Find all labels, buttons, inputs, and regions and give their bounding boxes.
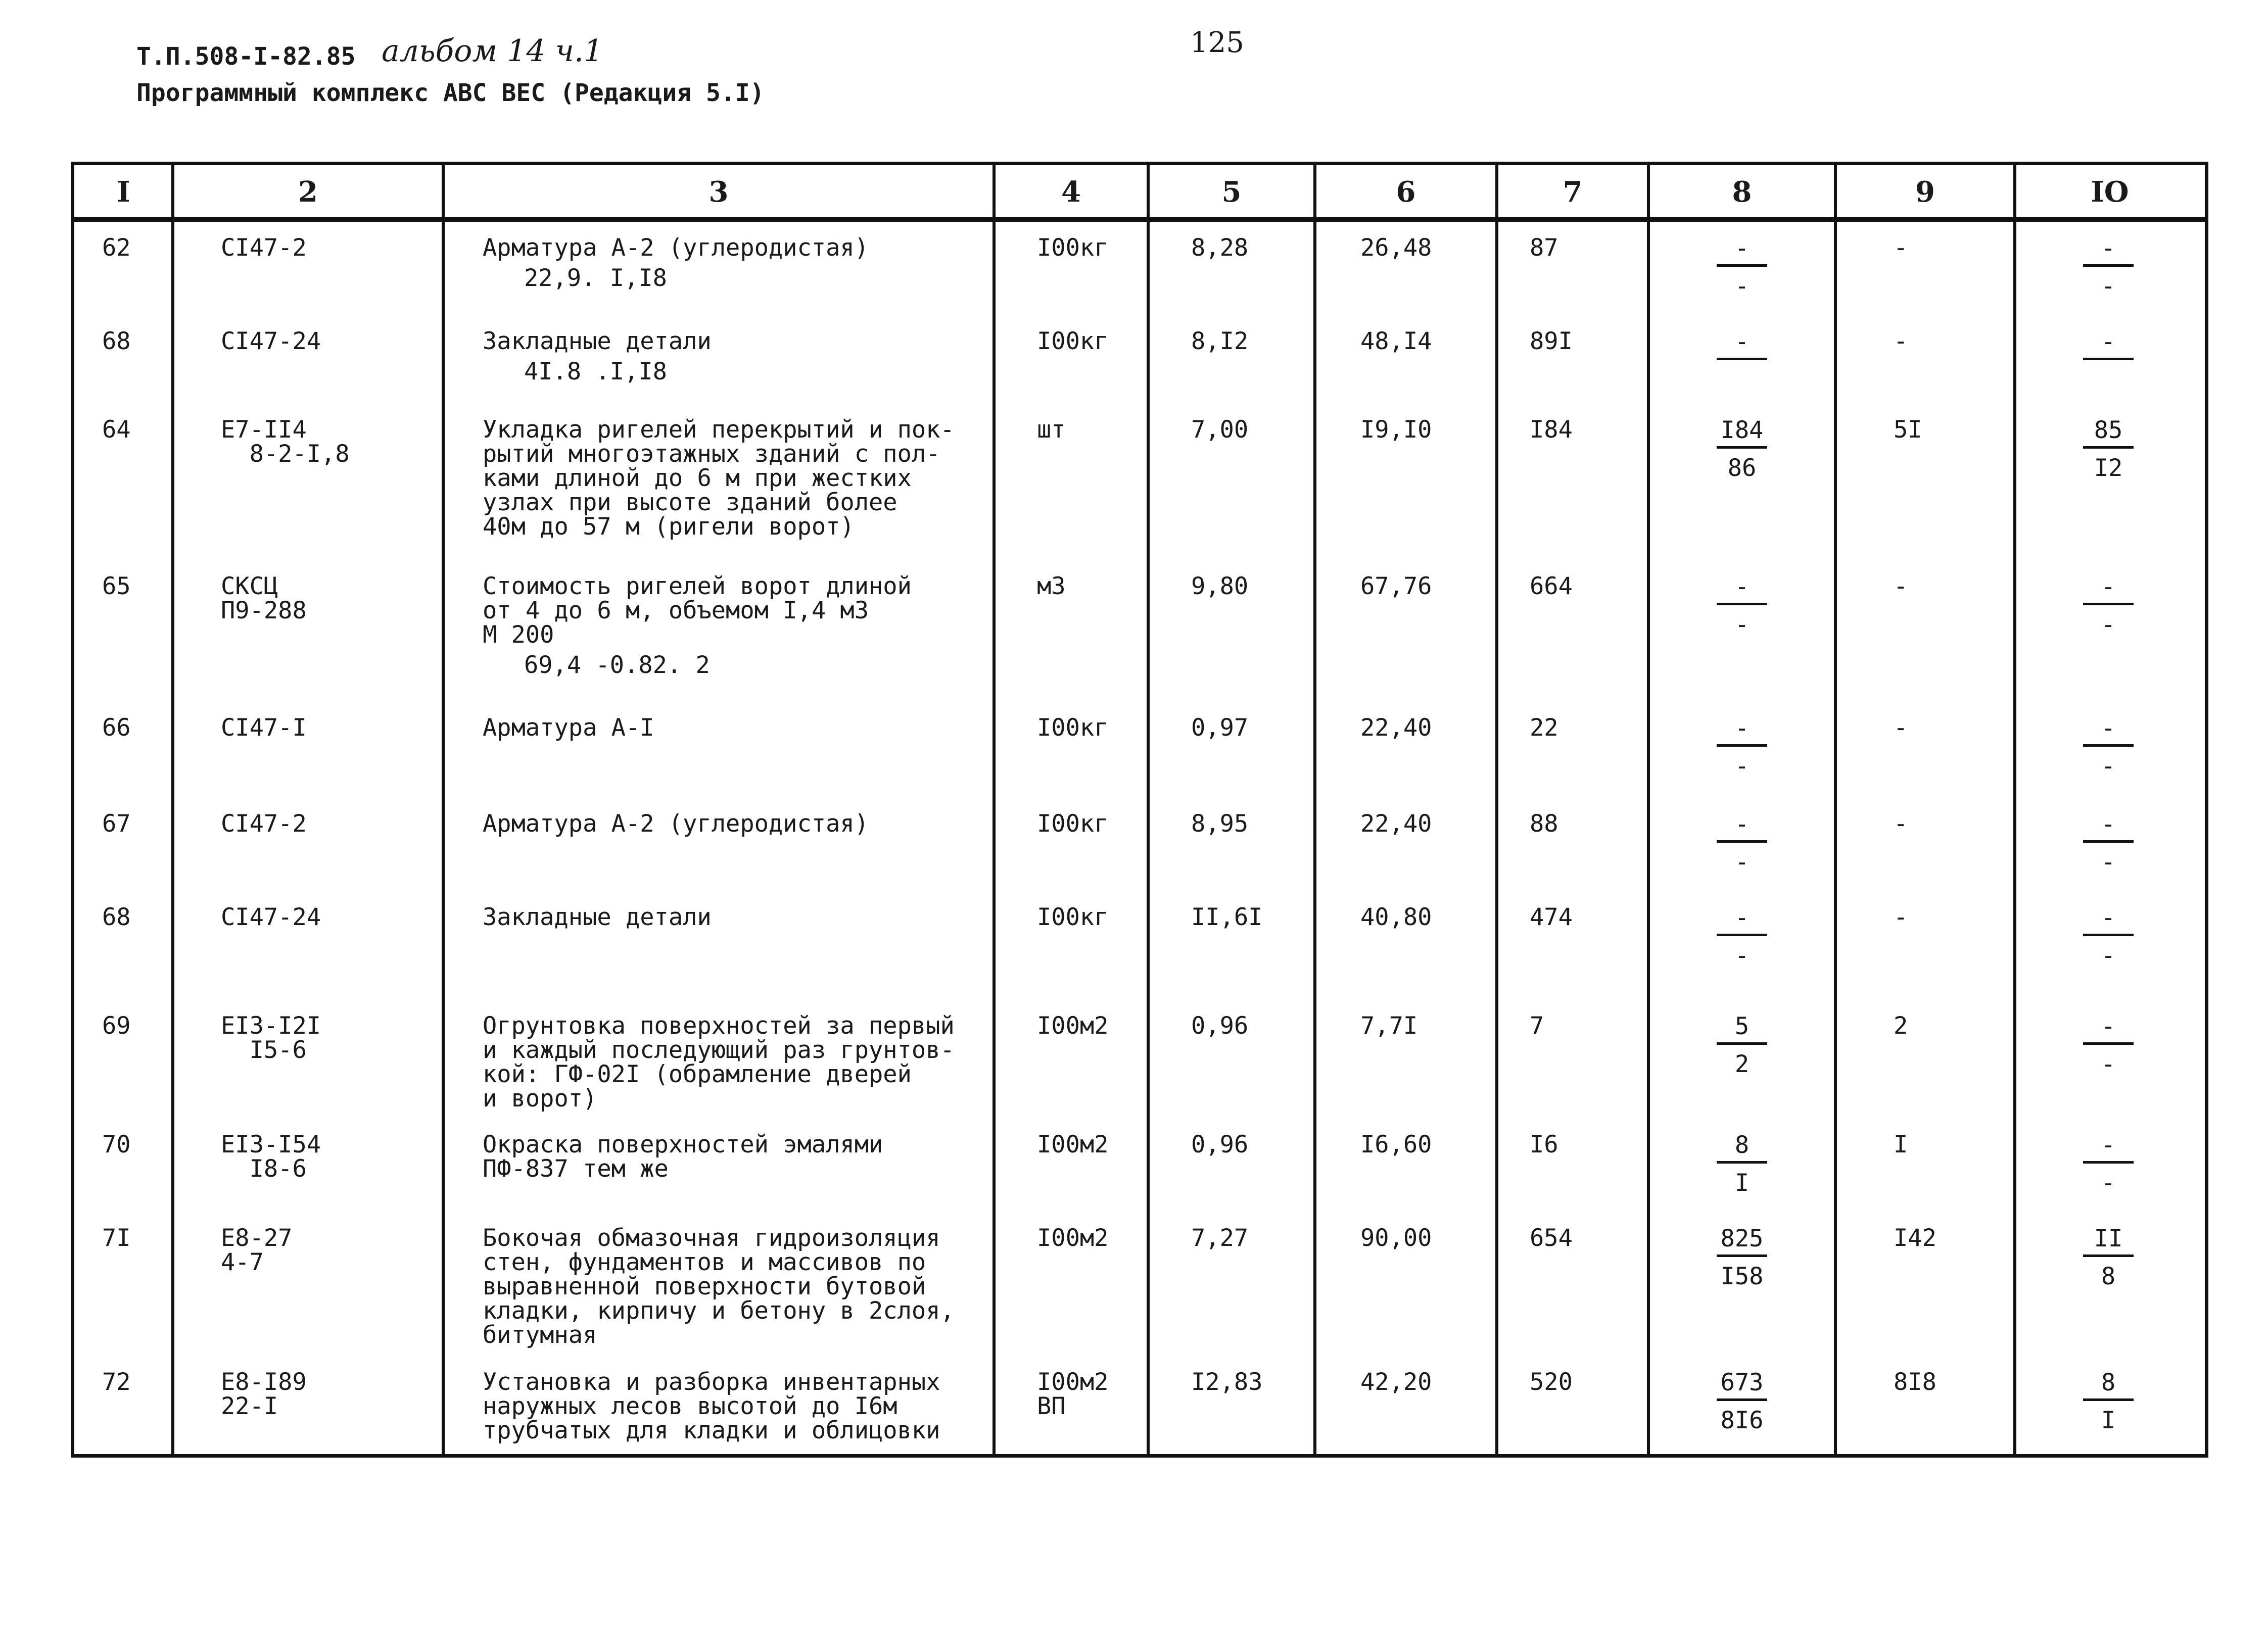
fraction-denominator: - [1734, 272, 1750, 300]
column-divider [1313, 165, 1316, 1454]
fraction-cell [2078, 574, 2139, 638]
fraction-denominator [1712, 367, 1772, 393]
cost-value: 67,76 [1360, 572, 1432, 600]
column-header: 7 [1563, 175, 1583, 209]
value-col9: - [1894, 810, 1908, 838]
fraction-cell [2078, 1133, 2139, 1196]
fraction-numerator: - [1734, 714, 1750, 742]
fraction-denominator: - [2101, 942, 2116, 970]
unit-cost: 0,97 [1191, 714, 1249, 742]
cost-value: 26,48 [1360, 234, 1432, 262]
material-note: 69,4 -0.82. 2 [524, 651, 710, 679]
norm-code: E8-I89 22-I [221, 1368, 307, 1420]
row-number: 68 [102, 903, 131, 931]
unit: шт [1037, 416, 1066, 444]
cost-value: 42,20 [1360, 1368, 1432, 1396]
fraction-denominator: - [1734, 848, 1750, 876]
fraction-cell [2078, 329, 2139, 393]
norm-code: CI47-2 [221, 234, 307, 262]
column-header: 5 [1221, 175, 1242, 209]
column-header: I [117, 175, 130, 209]
fraction-bar [1717, 1254, 1767, 1257]
row-number: 70 [102, 1131, 131, 1159]
fraction-bar [1717, 264, 1767, 267]
fraction-cell [2078, 418, 2139, 481]
fraction-numerator: - [1734, 573, 1750, 601]
material-note: 4I.8 .I,I8 [524, 358, 667, 385]
work-description: Укладка ригелей перекрытий и пок- рытий многоэтажных зданий с пол- ками длиной до 6 м при жестких узлах при высоте зданий более 40м до 57 м (ригели ворот) [483, 416, 955, 541]
fraction-bar [2083, 934, 2134, 936]
total-value: 22 [1530, 714, 1558, 742]
column-header: 2 [298, 175, 318, 209]
fraction-cell [2078, 812, 2139, 875]
fraction-cell [2078, 1370, 2139, 1433]
page-number: 125 [1190, 26, 1244, 59]
work-description: Арматура А-2 (углеродистая) [483, 810, 869, 838]
value-col9: - [1894, 327, 1908, 355]
row-number: 65 [102, 572, 131, 600]
unit: I00кг [1037, 714, 1109, 742]
unit-cost: 8,95 [1191, 810, 1249, 838]
fraction-bar [1717, 1398, 1767, 1401]
row-number: 69 [102, 1012, 131, 1040]
unit: I00м2 ВП [1037, 1368, 1109, 1420]
fraction-cell [2078, 716, 2139, 779]
fraction-denominator: - [1734, 752, 1750, 780]
fraction-cell [1712, 1014, 1772, 1077]
row-number: 64 [102, 416, 131, 444]
column-header: IO [2091, 175, 2129, 209]
fraction-numerator: - [1734, 234, 1750, 262]
cost-value: 48,I4 [1360, 327, 1432, 355]
fraction-bar [2083, 744, 2134, 747]
norm-code: EI3-I54 I8-6 [221, 1131, 321, 1183]
unit: I00м2 [1037, 1131, 1109, 1159]
fraction-denominator: - [2101, 1050, 2116, 1078]
cost-value: I9,I0 [1360, 416, 1432, 444]
column-header: 4 [1061, 175, 1081, 209]
fraction-numerator: - [1734, 904, 1750, 932]
fraction-numerator: I84 [1720, 416, 1764, 444]
fraction-denominator: - [2101, 611, 2116, 639]
fraction-bar [2083, 1254, 2134, 1257]
total-value: 7 [1530, 1012, 1544, 1040]
fraction-cell [2078, 236, 2139, 299]
fraction-numerator: II [2094, 1225, 2123, 1252]
norm-code: CI47-24 [221, 903, 321, 931]
fraction-cell [2078, 1014, 2139, 1077]
work-description: Огрунтовка поверхностей за первый и каждый последующий раз грунтов- кой: ГФ-02I (обрамление дверей и ворот) [483, 1012, 955, 1113]
fraction-denominator: 8I6 [1720, 1407, 1764, 1434]
column-divider [442, 165, 445, 1454]
fraction-numerator: - [1734, 328, 1750, 356]
value-col9: - [1894, 234, 1908, 262]
unit-cost: 7,27 [1191, 1224, 1249, 1252]
value-col9: 5I [1894, 416, 1922, 444]
cost-value: 22,40 [1360, 810, 1432, 838]
fraction-denominator: 2 [1734, 1050, 1750, 1078]
fraction-denominator: - [1734, 942, 1750, 970]
cost-value: 7,7I [1360, 1012, 1418, 1040]
fraction-bar [2083, 1042, 2134, 1045]
fraction-cell [1712, 812, 1772, 875]
row-number: 62 [102, 234, 131, 262]
cost-value: 40,80 [1360, 903, 1432, 931]
unit-cost: 9,80 [1191, 572, 1249, 600]
header-divider [74, 217, 2205, 222]
unit-cost: II,6I [1191, 903, 1263, 931]
fraction-cell [2078, 905, 2139, 969]
column-header: 3 [708, 175, 729, 209]
total-value: 520 [1530, 1368, 1573, 1396]
fraction-numerator: - [2101, 810, 2116, 838]
fraction-cell [1712, 236, 1772, 299]
fraction-bar [1717, 603, 1767, 605]
unit-cost: 7,00 [1191, 416, 1249, 444]
total-value: 87 [1530, 234, 1558, 262]
total-value: 88 [1530, 810, 1558, 838]
estimate-table [71, 162, 2208, 1458]
column-divider [1647, 165, 1650, 1454]
fraction-cell [1712, 905, 1772, 969]
fraction-numerator: - [2101, 328, 2116, 356]
column-header: 9 [1915, 175, 1935, 209]
fraction-denominator: I2 [2094, 454, 2123, 482]
fraction-bar [2083, 603, 2134, 605]
value-col9: I42 [1894, 1224, 1936, 1252]
unit-cost: 0,96 [1191, 1012, 1249, 1040]
fraction-bar [2083, 358, 2134, 360]
fraction-numerator: - [1734, 810, 1750, 838]
fraction-bar [1717, 744, 1767, 747]
column-divider [2013, 165, 2016, 1454]
value-col9: I [1894, 1131, 1908, 1159]
norm-code: CI47-I [221, 714, 307, 742]
row-number: 68 [102, 327, 131, 355]
norm-code: E7-II4 8-2-I,8 [221, 416, 350, 468]
fraction-numerator: 8 [2101, 1369, 2116, 1396]
column-divider [993, 165, 996, 1454]
unit: I00м2 [1037, 1224, 1109, 1252]
fraction-numerator: - [2101, 904, 2116, 932]
fraction-cell [1712, 1370, 1772, 1433]
work-description: Стоимость ригелей ворот длиной от 4 до 6 м, объемом I,4 м3 М 200 [483, 572, 912, 649]
fraction-bar [2083, 446, 2134, 449]
fraction-numerator: 8 [1734, 1131, 1750, 1159]
fraction-denominator: 86 [1727, 454, 1757, 482]
column-divider [1147, 165, 1150, 1454]
fraction-cell [1712, 1133, 1772, 1196]
norm-code: EI3-I2I I5-6 [221, 1012, 321, 1064]
fraction-bar [2083, 264, 2134, 267]
fraction-denominator: - [2101, 1169, 2116, 1197]
fraction-numerator: - [2101, 234, 2116, 262]
document-code: Т.П.508-I-82.85 [136, 42, 356, 71]
fraction-cell [1712, 574, 1772, 638]
fraction-cell [1712, 716, 1772, 779]
unit: I00кг [1037, 903, 1109, 931]
fraction-denominator: I [2101, 1407, 2116, 1434]
row-number: 72 [102, 1368, 131, 1396]
fraction-denominator: I [1734, 1169, 1750, 1197]
cost-value: 22,40 [1360, 714, 1432, 742]
column-header: 6 [1396, 175, 1416, 209]
work-description: Установка и разборка инвентарных наружных лесов высотой до I6м трубчатых для кладки и облицовки [483, 1368, 940, 1444]
norm-code: СКСЦ П9-288 [221, 572, 307, 624]
value-col9: 8I8 [1894, 1368, 1936, 1396]
value-col9: - [1894, 572, 1908, 600]
total-value: I6 [1530, 1131, 1558, 1159]
column-divider [1834, 165, 1837, 1454]
fraction-cell [2078, 1226, 2139, 1289]
fraction-bar [1717, 934, 1767, 936]
fraction-bar [2083, 1161, 2134, 1164]
fraction-denominator: - [1734, 611, 1750, 639]
unit: I00кг [1037, 810, 1109, 838]
fraction-numerator: - [2101, 714, 2116, 742]
work-description: Окраска поверхностей эмалями ПФ-837 тем же [483, 1131, 883, 1183]
work-description: Бокочая обмазочная гидроизоляция стен, фундаментов и массивов по выравненной поверхности бутовой кладки, кирпичу и бетону в 2слоя, битумная [483, 1224, 955, 1349]
fraction-denominator: - [2101, 272, 2116, 300]
work-description: Закладные детали [483, 327, 712, 355]
fraction-denominator [2078, 367, 2139, 393]
unit-cost: 8,I2 [1191, 327, 1249, 355]
fraction-cell [1712, 329, 1772, 393]
fraction-denominator: - [2101, 848, 2116, 876]
fraction-numerator: 5 [1734, 1012, 1750, 1040]
total-value: 664 [1530, 572, 1573, 600]
fraction-cell [1712, 1226, 1772, 1289]
fraction-bar [1717, 1042, 1767, 1045]
unit: м3 [1037, 572, 1066, 600]
column-header: 8 [1732, 175, 1752, 209]
unit-cost: 8,28 [1191, 234, 1249, 262]
row-number: 66 [102, 714, 131, 742]
unit: I00кг [1037, 327, 1109, 355]
unit: I00кг [1037, 234, 1109, 262]
cost-value: I6,60 [1360, 1131, 1432, 1159]
norm-code: CI47-24 [221, 327, 321, 355]
handwritten-note: альбом 14 ч.1 [382, 33, 603, 69]
column-divider [1495, 165, 1498, 1454]
program-title: Программный комплекс АВС ВЕС (Редакция 5.I) [136, 79, 765, 107]
column-divider [171, 165, 174, 1454]
cost-value: 90,00 [1360, 1224, 1432, 1252]
fraction-numerator: - [2101, 1012, 2116, 1040]
fraction-bar [1717, 840, 1767, 843]
unit-cost: 0,96 [1191, 1131, 1249, 1159]
total-value: 474 [1530, 903, 1573, 931]
fraction-cell [1712, 418, 1772, 481]
value-col9: 2 [1894, 1012, 1908, 1040]
work-description: Арматура А-I [483, 714, 654, 742]
fraction-numerator: 85 [2094, 416, 2123, 444]
norm-code: CI47-2 [221, 810, 307, 838]
row-number: 67 [102, 810, 131, 838]
fraction-bar [1717, 358, 1767, 360]
row-number: 7I [102, 1224, 131, 1252]
fraction-numerator: - [2101, 573, 2116, 601]
fraction-numerator: 825 [1720, 1225, 1764, 1252]
norm-code: E8-27 4-7 [221, 1224, 293, 1276]
unit-cost: I2,83 [1191, 1368, 1263, 1396]
total-value: 654 [1530, 1224, 1573, 1252]
fraction-bar [2083, 840, 2134, 843]
value-col9: - [1894, 714, 1908, 742]
value-col9: - [1894, 903, 1908, 931]
fraction-denominator: - [2101, 752, 2116, 780]
work-description: Закладные детали [483, 903, 712, 931]
fraction-denominator: 8 [2101, 1263, 2116, 1290]
fraction-bar [1717, 446, 1767, 449]
fraction-denominator: I58 [1720, 1263, 1764, 1290]
work-description: Арматура А-2 (углеродистая) [483, 234, 869, 262]
total-value: I84 [1530, 416, 1573, 444]
unit: I00м2 [1037, 1012, 1109, 1040]
fraction-numerator: - [2101, 1131, 2116, 1159]
total-value: 89I [1530, 327, 1573, 355]
material-note: 22,9. I,I8 [524, 264, 667, 292]
fraction-bar [1717, 1161, 1767, 1164]
fraction-bar [2083, 1398, 2134, 1401]
fraction-numerator: 673 [1720, 1369, 1764, 1396]
